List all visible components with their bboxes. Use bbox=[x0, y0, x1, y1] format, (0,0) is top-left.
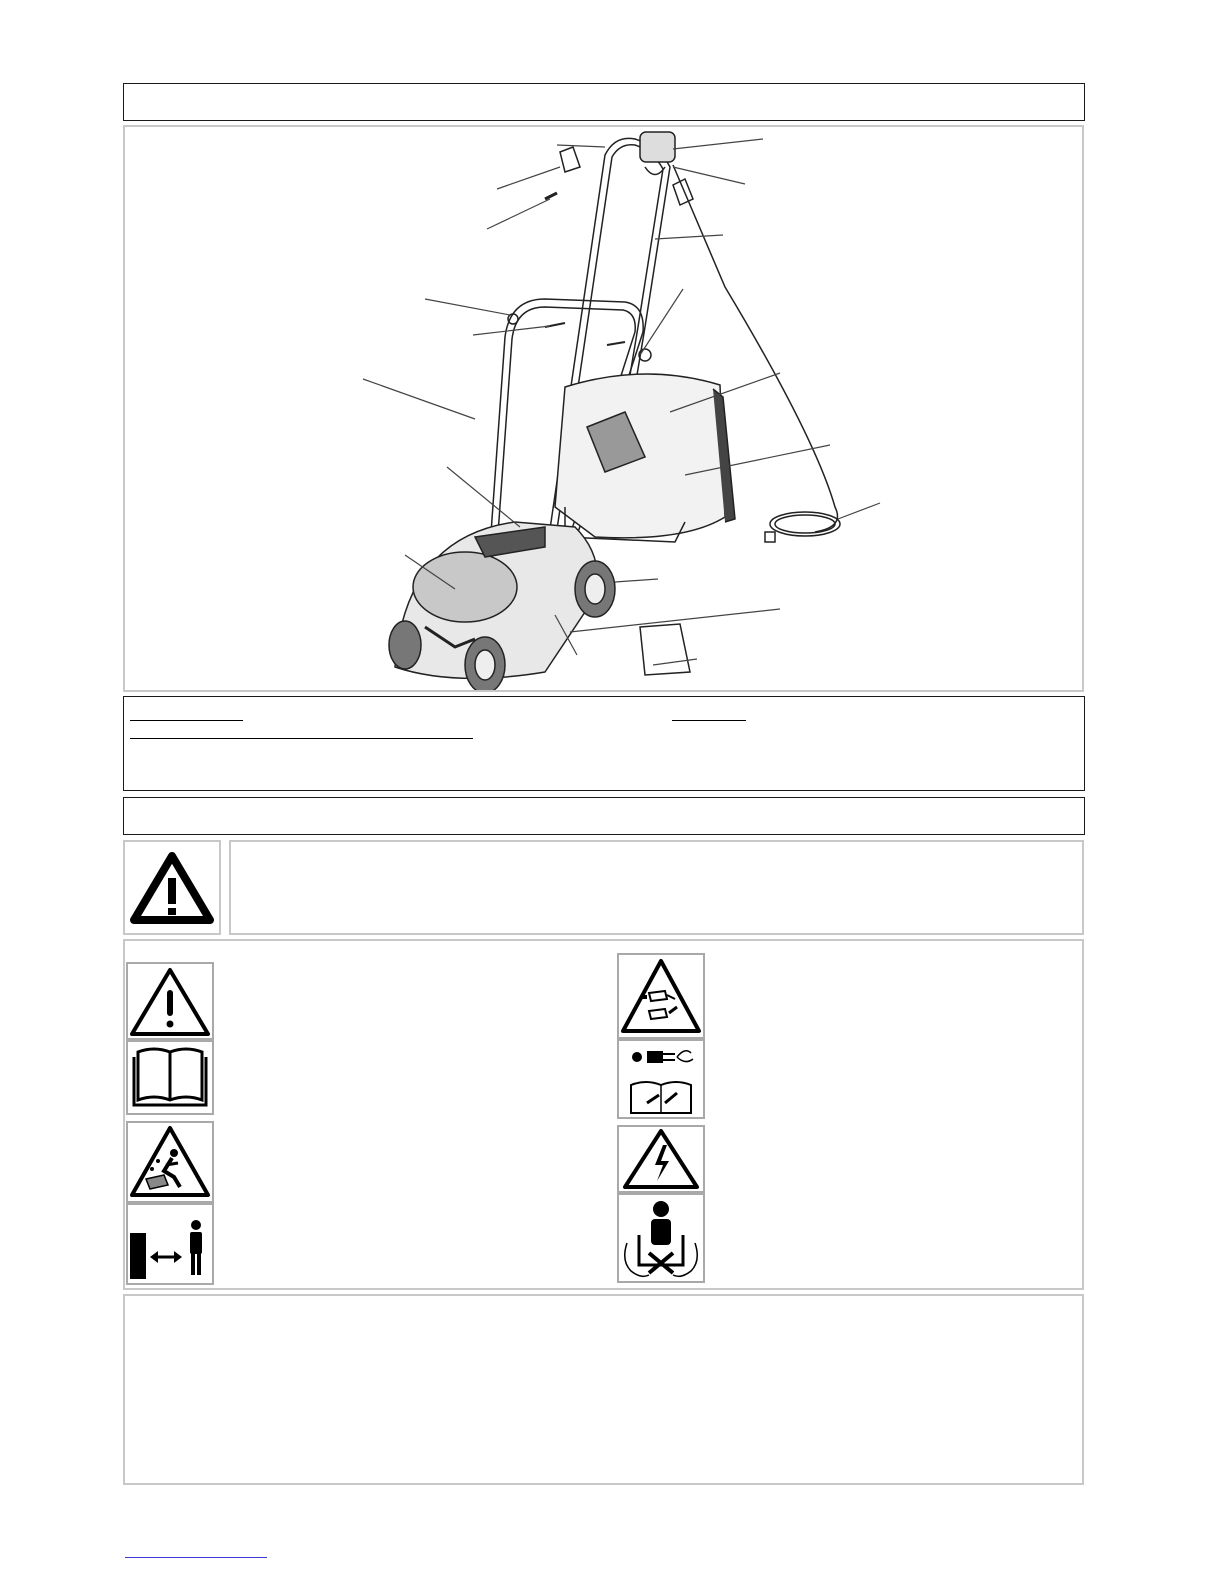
symbols-panel bbox=[123, 939, 1084, 1290]
warning-intro-box bbox=[229, 840, 1084, 935]
safety-header-box bbox=[123, 797, 1085, 835]
keep-bystanders-away-icon bbox=[128, 1205, 212, 1283]
symbol-blade-hands bbox=[617, 953, 705, 1039]
warning-triangle-icon bbox=[128, 964, 212, 1038]
symbol-read-manual bbox=[126, 1040, 214, 1115]
legend-underline-3 bbox=[672, 720, 746, 721]
warning-triangle-exclamation-icon bbox=[125, 842, 219, 933]
legend-underline-2 bbox=[130, 738, 473, 739]
parts-legend-box bbox=[123, 696, 1085, 791]
symbol-warning bbox=[126, 962, 214, 1040]
main-warning-icon-box bbox=[123, 840, 221, 935]
footer-link[interactable] bbox=[125, 1557, 267, 1558]
symbol-electric-shock bbox=[617, 1125, 705, 1193]
keep-cable-away-from-blade-icon bbox=[619, 1195, 703, 1281]
symbol-cable-safety bbox=[617, 1193, 705, 1283]
thrown-objects-warning-icon bbox=[128, 1123, 212, 1201]
blade-hands-warning-icon bbox=[619, 955, 703, 1037]
symbol-thrown-objects bbox=[126, 1121, 214, 1203]
bottom-text-panel bbox=[123, 1294, 1084, 1485]
symbol-keep-distance bbox=[126, 1203, 214, 1285]
read-manual-book-icon bbox=[128, 1042, 212, 1113]
parts-diagram-panel bbox=[123, 125, 1084, 692]
unplug-before-maintenance-icon bbox=[619, 1041, 703, 1117]
lawnmower-exploded-diagram bbox=[125, 127, 1082, 690]
legend-underline-1 bbox=[130, 720, 243, 721]
symbol-unplug-maintenance bbox=[617, 1039, 705, 1119]
header-box bbox=[123, 83, 1085, 121]
electric-shock-warning-icon bbox=[619, 1127, 703, 1191]
